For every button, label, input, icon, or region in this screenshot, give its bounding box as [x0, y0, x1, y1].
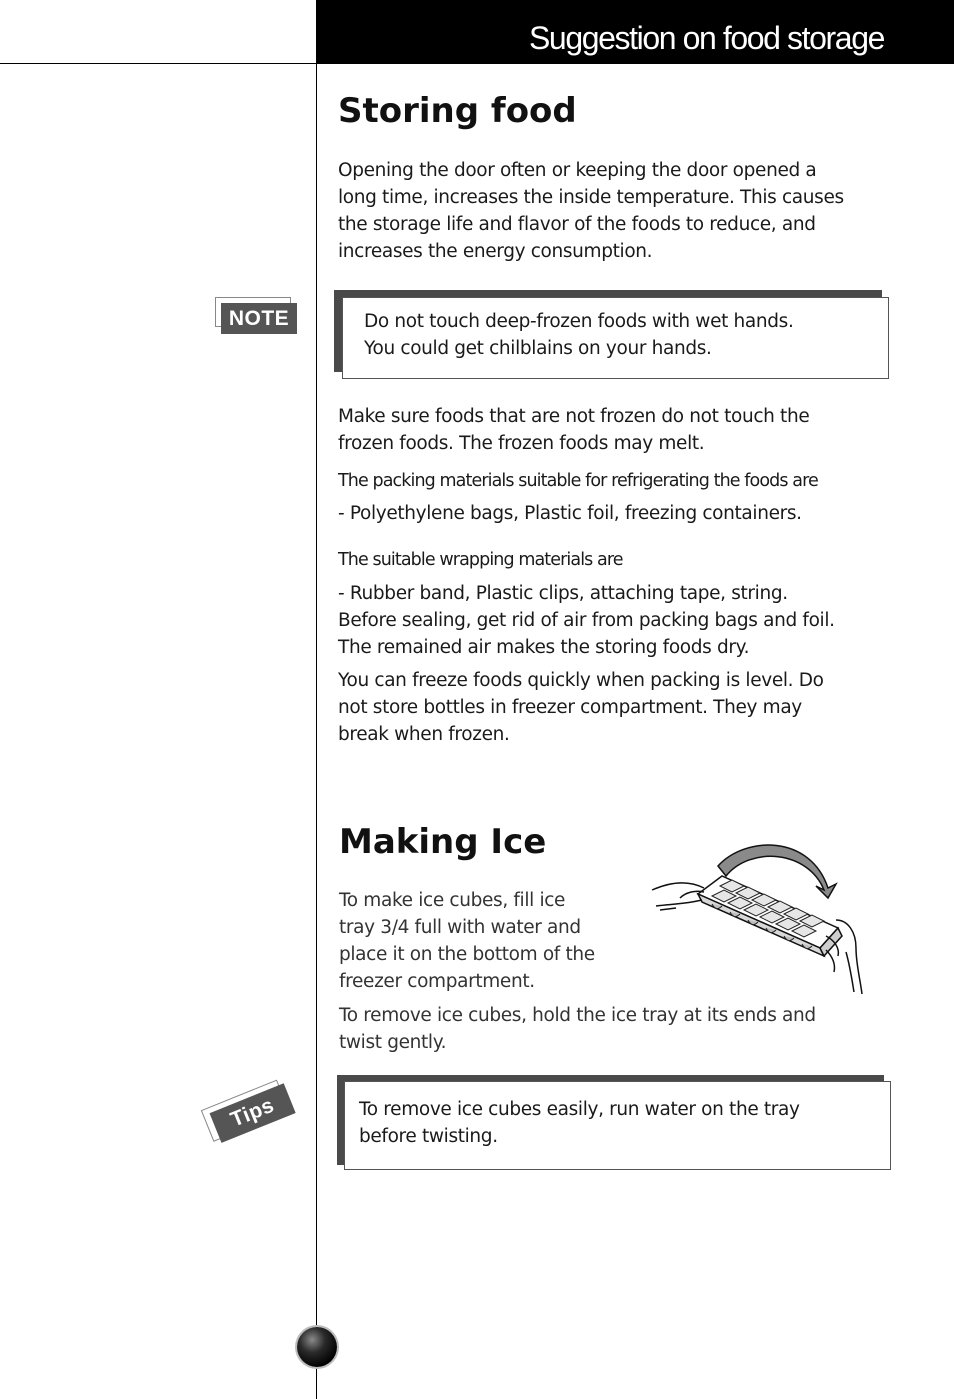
packing-list: - Polyethylene bags, Plastic foil, freezing containers. [338, 503, 802, 524]
black-sphere-icon [297, 1327, 337, 1367]
freeze-paragraph: You can freeze foods quickly when packing is level. Do not store bottles in freezer compartment. They may break when frozen. [338, 670, 824, 745]
wrapping-heading: The suitable wrapping materials are [338, 550, 623, 570]
ice-tray-twist-illustration [650, 836, 865, 996]
note-text: Do not touch deep-frozen foods with wet hands. You could get chilblains on your hands. [364, 311, 794, 359]
header-rule [0, 63, 318, 64]
frozen-paragraph: Make sure foods that are not frozen do not touch the frozen foods. The frozen foods may melt. [338, 406, 810, 454]
wrapping-list: - Rubber band, Plastic clips, attaching tape, string. Before sealing, get rid of air from packing bags and foil. The remained air makes the storing foods dry. [338, 583, 835, 658]
note-badge: NOTE [221, 303, 297, 334]
ice-remove-paragraph: To remove ice cubes, hold the ice tray at its ends and twist gently. [339, 1005, 816, 1053]
vertical-rule [316, 0, 317, 1399]
tips-badge-group [201, 1077, 299, 1148]
tips-text: To remove ice cubes easily, run water on the tray before twisting. [359, 1099, 800, 1147]
section-title-making-ice: Making Ice [339, 822, 547, 862]
intro-paragraph: Opening the door often or keeping the door opened a long time, increases the inside temperature. This causes the storage life and flavor of the foods to reduce, and increases the energy consumption. [338, 160, 844, 262]
section-title-storing-food: Storing food [338, 91, 577, 131]
packing-heading: The packing materials suitable for refrigerating the foods are [338, 471, 818, 491]
tips-badge: Tips [210, 1083, 296, 1143]
header-title: Suggestion on food storage [528, 20, 884, 56]
ice-fill-paragraph: To make ice cubes, fill ice tray 3/4 full with water and place it on the bottom of the freezer compartment. [339, 890, 595, 992]
